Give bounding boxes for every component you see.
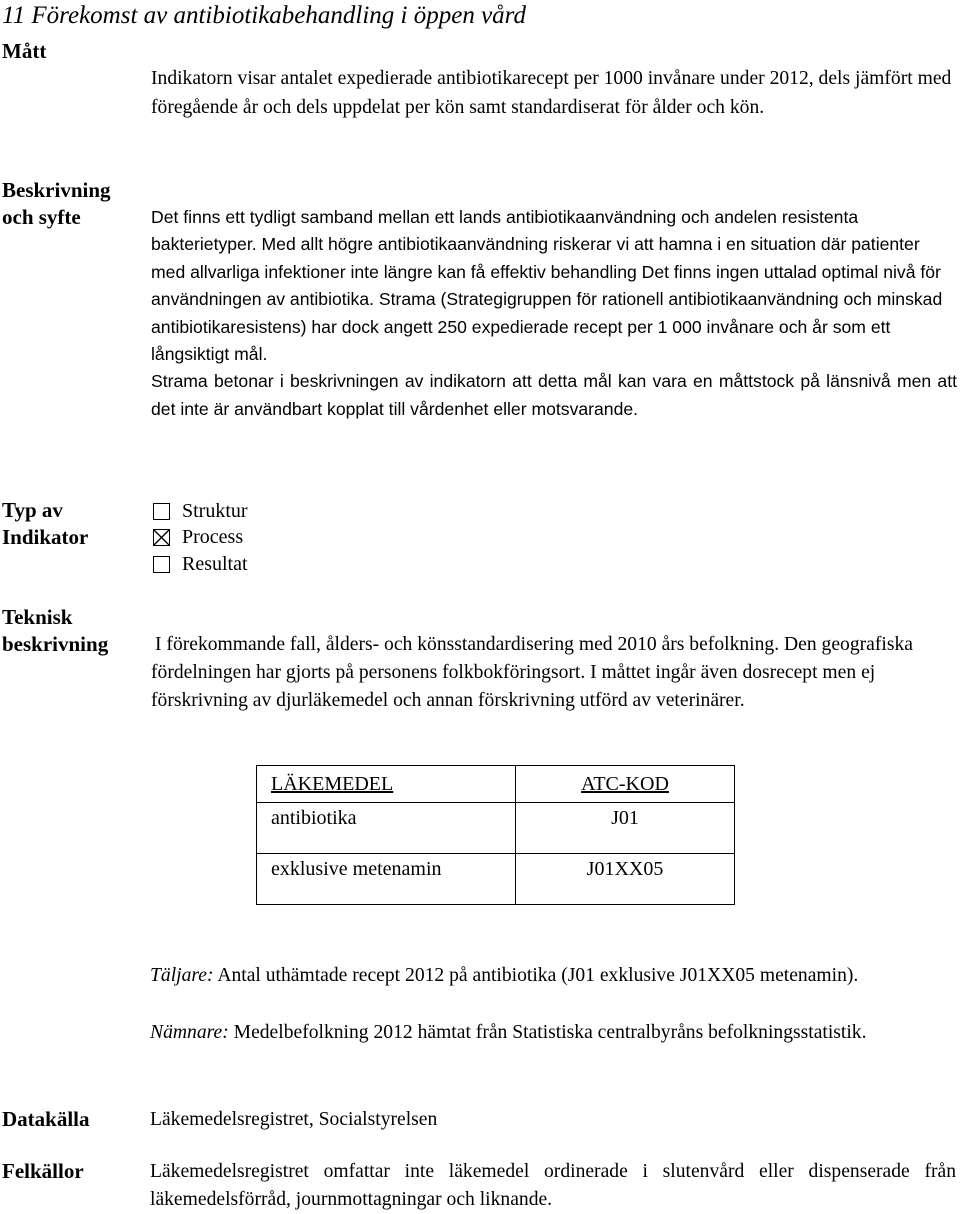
checkbox-resultat[interactable] [153,556,170,573]
atc-cell-kod: J01XX05 [516,854,735,905]
atc-table-header-row [257,766,735,803]
namnare-text: Medelbefolkning 2012 hämtat från Statistiska centralbyråns befolkningsstatistik. [233,1022,867,1043]
atc-cell-lakemedel: antibiotika [257,803,516,854]
atc-cell-kod: J01 [516,803,735,854]
beskrivning-paragraph-1: Det finns ett tydligt samband mellan ett lands antibiotikaanvändning och andelen resistenta bakterietyper. Med allt högre antibiotikaanvändning riskerar vi att hamna i en situation där patienter med allvarliga infektioner inte längre kan få effektiv behandling Det finns ingen uttalad optimal nivå för användningen av antibiotika. Strama (Strategigruppen för rationell antibiotikaanvändning och minskad antibiotikaresistens) har dock angett 250 expedierade recept per 1 000 invånare och år som ett långsiktigt mål. [151,207,943,365]
table-row [257,803,735,854]
taljare-label: Täljare: [150,965,214,986]
label-beskrivning-line1: Beskrivning [2,178,111,202]
taljare-text: Antal uthämtade recept 2012 på antibiotika (J01 exklusive J01XX05 metenamin). [217,965,859,986]
atc-cell-lakemedel: exklusive metenamin [257,854,516,905]
option-resultat-label: Resultat [182,552,248,575]
option-process[interactable] [153,525,248,552]
option-struktur-label: Struktur [182,499,248,522]
label-datakalla: Datakälla [2,1107,90,1131]
checkbox-struktur[interactable] [153,503,170,520]
atc-table [256,765,735,905]
label-typ-line1: Typ av [2,498,63,522]
matt-text: Indikatorn visar antalet expedierade antibiotikarecept per 1000 invånare under 2012, dels jämfört med föregående år och dels uppdelat per kön samt standardiserat för ålder och kön. [151,68,952,118]
label-teknisk-line1: Teknisk [2,605,73,629]
felkallor-text: Läkemedelsregistret omfattar inte läkemedel ordinerade i slutenvård eller dispenserade från läkemedelsförråd, journmottagningar och liknande. [150,1161,956,1210]
atc-header-lakemedel: LÄKEMEDEL [257,766,516,803]
label-matt: Mått [2,39,47,63]
option-resultat[interactable] [153,551,248,578]
namnare-label: Nämnare: [150,1022,229,1043]
label-typ-line2: Indikator [2,525,89,549]
label-teknisk [2,604,108,658]
option-process-label: Process [182,526,244,549]
indikator-type-options [153,498,248,578]
beskrivning-text [151,204,957,423]
label-typ [2,497,88,551]
label-teknisk-line2: beskrivning [2,632,109,656]
datakalla-text: Läkemedelsregistret, Socialstyrelsen [150,1109,438,1130]
option-struktur[interactable] [153,498,248,525]
checked-cross-icon [154,530,169,545]
taljare-block [150,962,957,989]
label-beskrivning-line2: och syfte [2,205,81,229]
label-felkallor: Felkällor [2,1159,84,1183]
atc-header-atc-kod: ATC-KOD [516,766,735,803]
namnare-block [150,1019,957,1046]
table-row [257,854,735,905]
beskrivning-paragraph-2: Strama betonar i beskrivningen av indikatorn att detta mål kan vara en måttstock på länsnivå men att det inte är användbart kopplat till vårdenhet eller motsvarande. [151,371,957,419]
page-title: 11 Förekomst av antibiotikabehandling i öppen vård [2,2,526,29]
checkbox-process[interactable] [153,529,170,546]
teknisk-text: I förekommande fall, ålders- och könsstandardisering med 2010 års befolkning. Den geografiska fördelningen har gjorts på personens folkbokföringsort. I måttet ingår även dosrecept men ej förskrivning av djurläkemedel och annan förskrivning utförd av veterinärer. [151,634,913,711]
label-beskrivning [2,177,111,231]
